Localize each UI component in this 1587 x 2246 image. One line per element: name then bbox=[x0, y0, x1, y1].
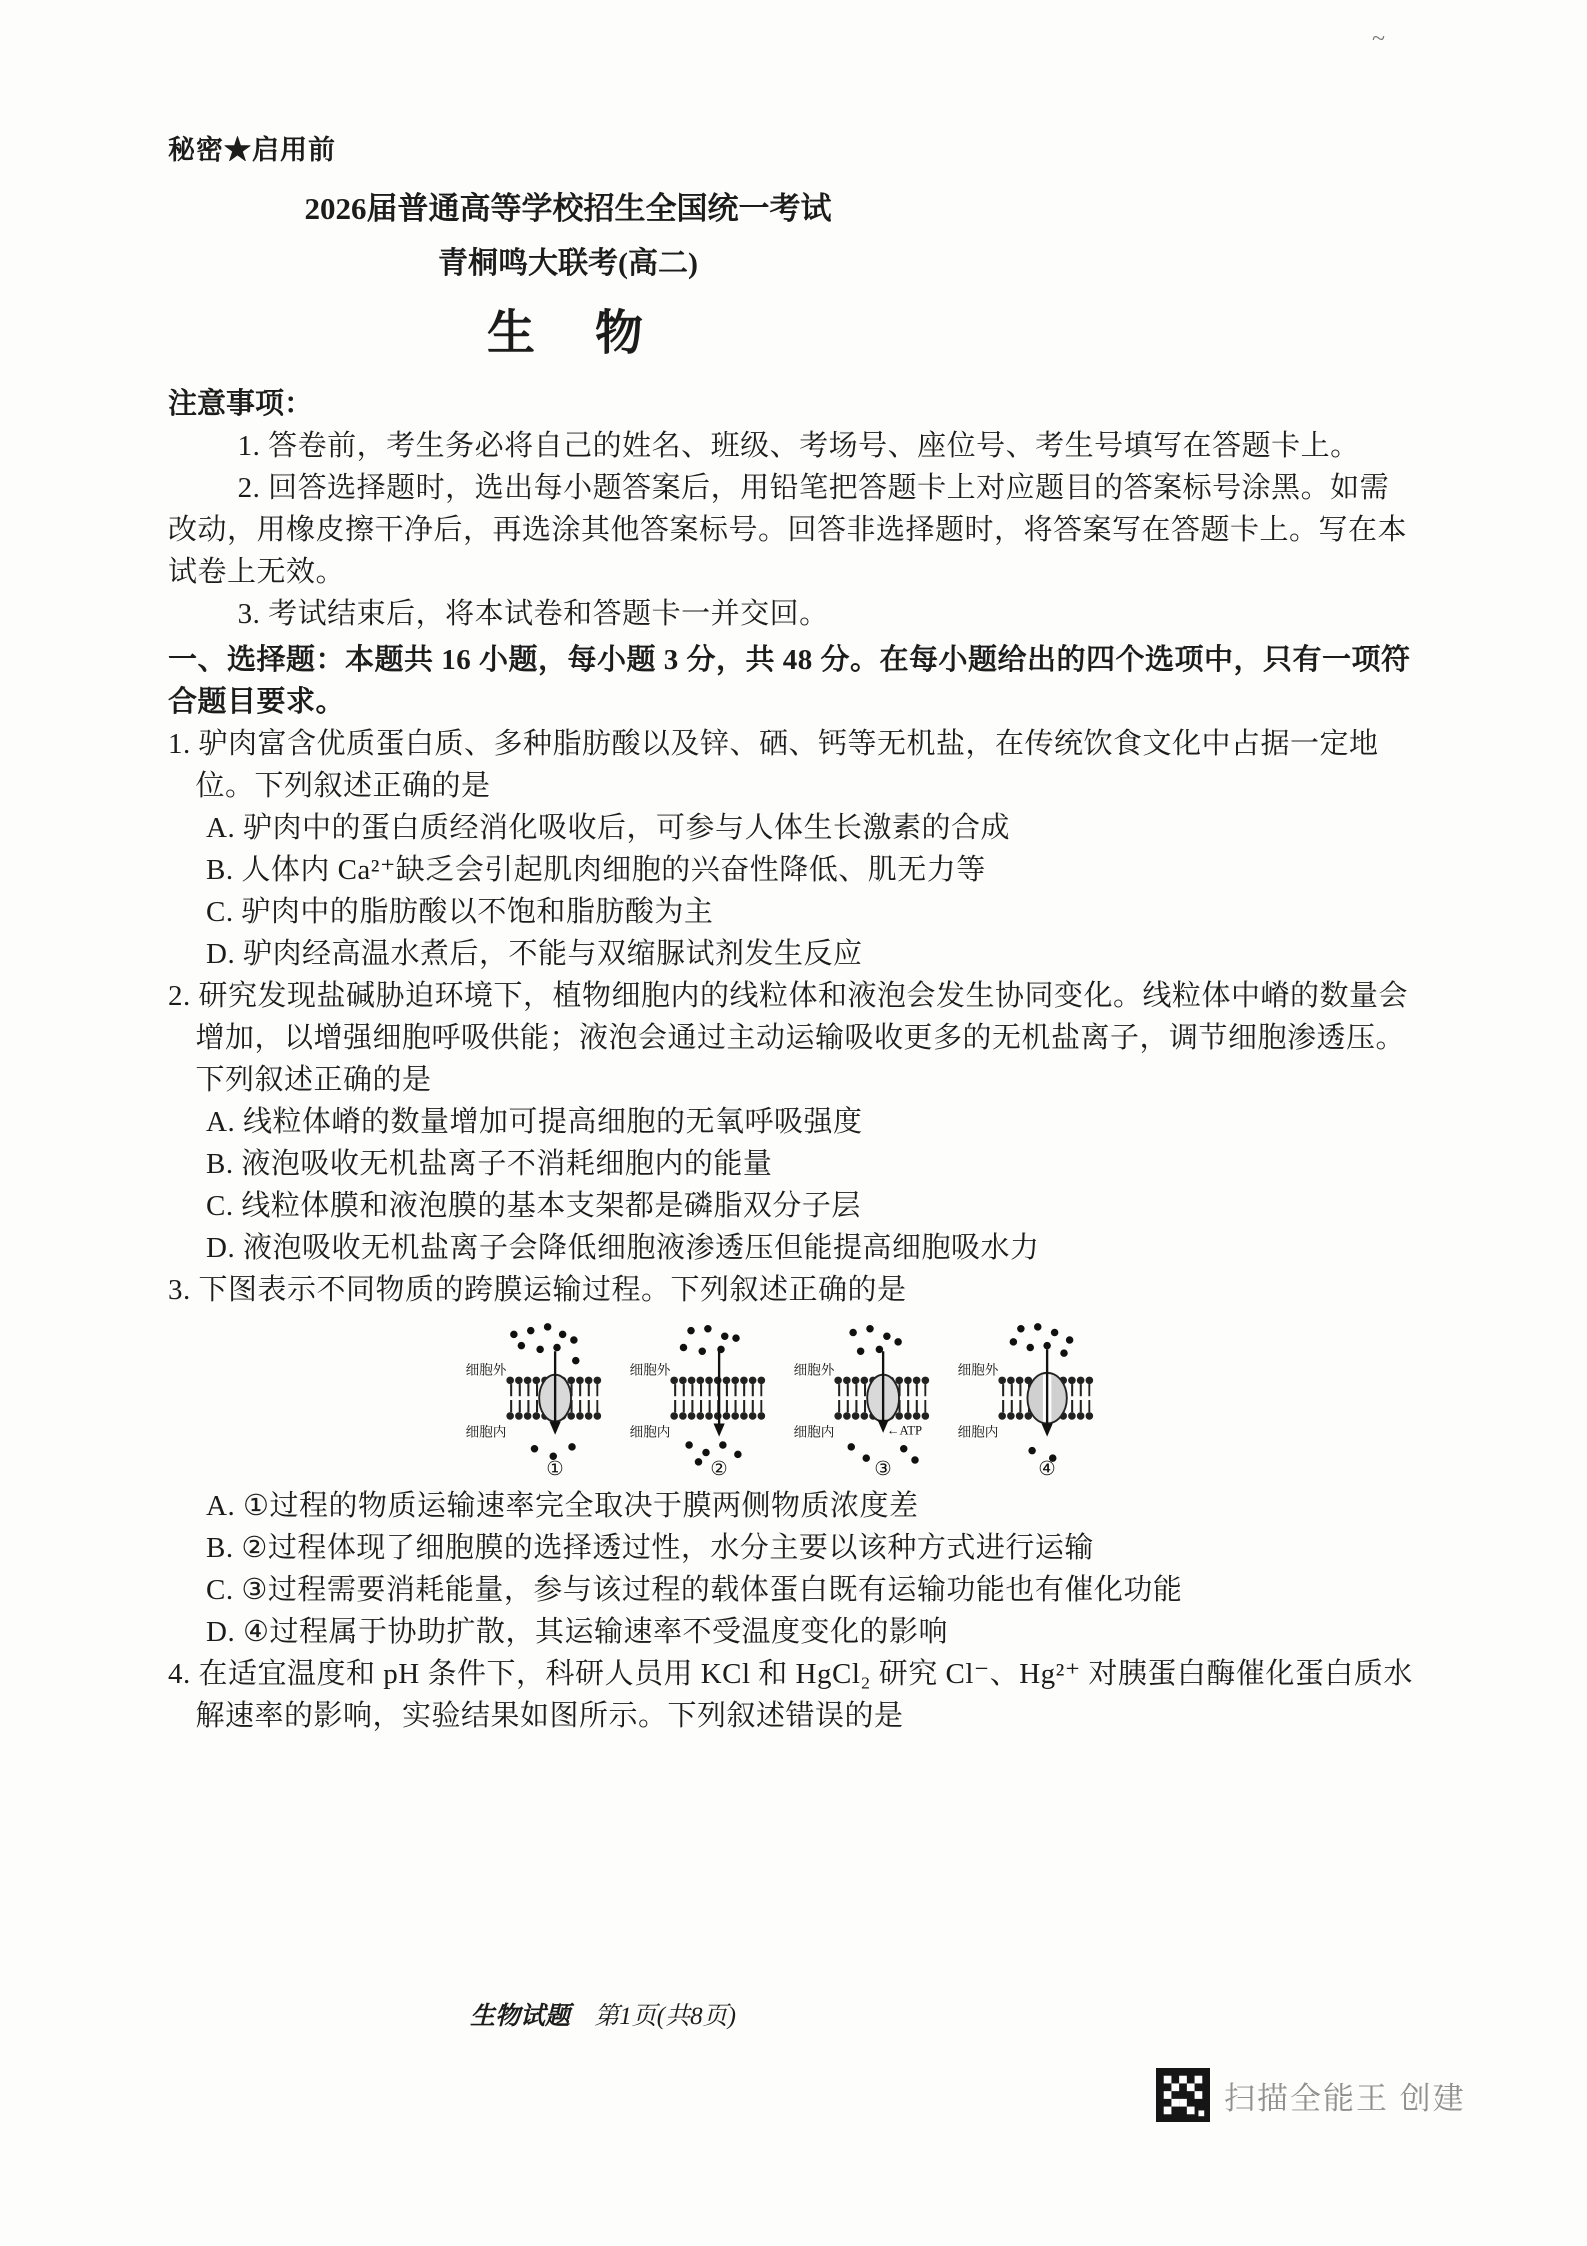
question-3-option-c: C. ③过程需要消耗能量，参与该过程的载体蛋白既有运输功能也有催化功能 bbox=[206, 1574, 1183, 1606]
intracellular-label: 细胞内 bbox=[629, 1424, 671, 1440]
transport-diagram-1 bbox=[452, 1321, 602, 1479]
question-2-option-c: C. 线粒体膜和液泡膜的基本支架都是磷脂双分子层 bbox=[206, 1190, 861, 1222]
exam-subtitle: 青桐鸣大联考(高二) bbox=[438, 247, 698, 280]
question-1-option-c: C. 驴肉中的脂肪酸以不饱和脂肪酸为主 bbox=[206, 896, 714, 928]
question-2 bbox=[168, 975, 1418, 1269]
transport-diagram-4 bbox=[944, 1321, 1094, 1479]
question-1-option-b: B. 人体内 Ca²⁺缺乏会引起肌肉细胞的兴奋性降低、肌无力等 bbox=[206, 854, 986, 886]
footer-page-label: 第1页(共8页) bbox=[594, 2003, 736, 2030]
extracellular-label: 细胞外 bbox=[793, 1362, 835, 1378]
notice-item-1: 1. 答卷前，考生务必将自己的姓名、班级、考场号、座位号、考生号填写在答题卡上。 bbox=[237, 430, 1360, 462]
intracellular-label: 细胞内 bbox=[957, 1424, 999, 1440]
transport-diagram-2 bbox=[616, 1321, 766, 1479]
transport-arrow bbox=[714, 1349, 725, 1436]
footer-doc-label: 生物试题 bbox=[470, 2003, 571, 2030]
membrane-transport-diagram bbox=[148, 1321, 1398, 1479]
question-1-stem: 1. 驴肉富含优质蛋白质、多种脂肪酸以及锌、硒、钙等无机盐，在传统饮食文化中占据一定地位。下列叙述正确的是 bbox=[168, 728, 1379, 802]
extracellular-molecules bbox=[680, 1325, 740, 1355]
question-3-option-b: B. ②过程体现了细胞膜的选择透过性，水分主要以该种方式进行运输 bbox=[206, 1532, 1094, 1564]
question-3-stem: 3. 下图表示不同物质的跨膜运输过程。下列叙述正确的是 bbox=[168, 1274, 907, 1306]
scan-artifact: ~ bbox=[1372, 26, 1385, 52]
transport-diagram-3 bbox=[780, 1321, 930, 1479]
extracellular-label: 细胞外 bbox=[465, 1362, 507, 1378]
extracellular-label: 细胞外 bbox=[957, 1362, 999, 1378]
diagram-number-4: ④ bbox=[1038, 1458, 1056, 1479]
question-3 bbox=[168, 1269, 1418, 1653]
intracellular-label: 细胞内 bbox=[793, 1424, 835, 1440]
diagram-number-2: ② bbox=[710, 1458, 728, 1479]
question-3-option-d: D. ④过程属于协助扩散，其运输速率不受温度变化的影响 bbox=[206, 1616, 948, 1648]
classification-label: 秘密★启用前 bbox=[168, 135, 336, 165]
question-2-option-a: A. 线粒体嵴的数量增加可提高细胞的无氧呼吸强度 bbox=[206, 1106, 863, 1138]
extracellular-molecules bbox=[849, 1325, 902, 1355]
question-1-option-a: A. 驴肉中的蛋白质经消化吸收后，可参与人体生长激素的合成 bbox=[206, 812, 1010, 844]
question-4 bbox=[168, 1653, 1418, 1737]
notice-item-2: 2. 回答选择题时，选出每小题答案后，用铅笔把答题卡上对应题目的答案标号涂黑。如需改动，用橡皮擦干净后，再选涂其他答案标号。回答非选择题时，将答案写在答题卡上。写在本试卷上无效。 bbox=[168, 472, 1408, 588]
exam-title: 2026届普通高等学校招生全国统一考试 bbox=[304, 191, 832, 226]
notice-heading: 注意事项： bbox=[168, 388, 314, 420]
atp-label: ←ATP bbox=[886, 1423, 922, 1438]
extracellular-molecules bbox=[1010, 1323, 1074, 1357]
section-heading: 一、选择题：本题共 16 小题，每小题 3 分，共 48 分。在每小题给出的四个选项中，只有一项符合题目要求。 bbox=[168, 644, 1411, 718]
subject-title: 生 物 bbox=[486, 307, 649, 360]
question-2-stem: 2. 研究发现盐碱胁迫环境下，植物细胞内的线粒体和液泡会发生协同变化。线粒体中嵴的数量会增加，以增强细胞呼吸供能；液泡会通过主动运输吸收更多的无机盐离子，调节细胞渗透压。下列叙述正确的是 bbox=[168, 980, 1409, 1096]
camscanner-text: 扫描全能王 创建 bbox=[1224, 2080, 1466, 2116]
question-1 bbox=[168, 723, 1418, 975]
question-3-option-a: A. ①过程的物质运输速率完全取决于膜两侧物质浓度差 bbox=[206, 1490, 919, 1522]
extracellular-label: 细胞外 bbox=[629, 1362, 671, 1378]
notice-item-3: 3. 考试结束后，将本试卷和答题卡一并交回。 bbox=[237, 598, 829, 630]
diagram-number-3: ③ bbox=[874, 1458, 892, 1479]
intracellular-label: 细胞内 bbox=[465, 1424, 507, 1440]
question-2-option-b: B. 液泡吸收无机盐离子不消耗细胞内的能量 bbox=[206, 1148, 773, 1180]
diagram-number-1: ① bbox=[546, 1458, 564, 1479]
paper-content bbox=[168, 128, 1418, 1737]
question-1-option-d: D. 驴肉经高温水煮后，不能与双缩脲试剂发生反应 bbox=[206, 938, 863, 970]
page-footer bbox=[0, 1996, 1228, 2032]
extracellular-molecules bbox=[510, 1323, 579, 1364]
camscanner-watermark bbox=[1156, 2068, 1466, 2122]
camscanner-qr-icon bbox=[1156, 2068, 1210, 2122]
question-2-option-d: D. 液泡吸收无机盐离子会降低细胞液渗透压但能提高细胞吸水力 bbox=[206, 1232, 1040, 1264]
question-4-stem: 4. 在适宜温度和 pH 条件下，科研人员用 KCl 和 HgCl₂ 研究 Cl⁻、Hg²⁺ 对胰蛋白酶催化蛋白质水解速率的影响，实验结果如图所示。下列叙述错误的是 bbox=[168, 1658, 1413, 1732]
